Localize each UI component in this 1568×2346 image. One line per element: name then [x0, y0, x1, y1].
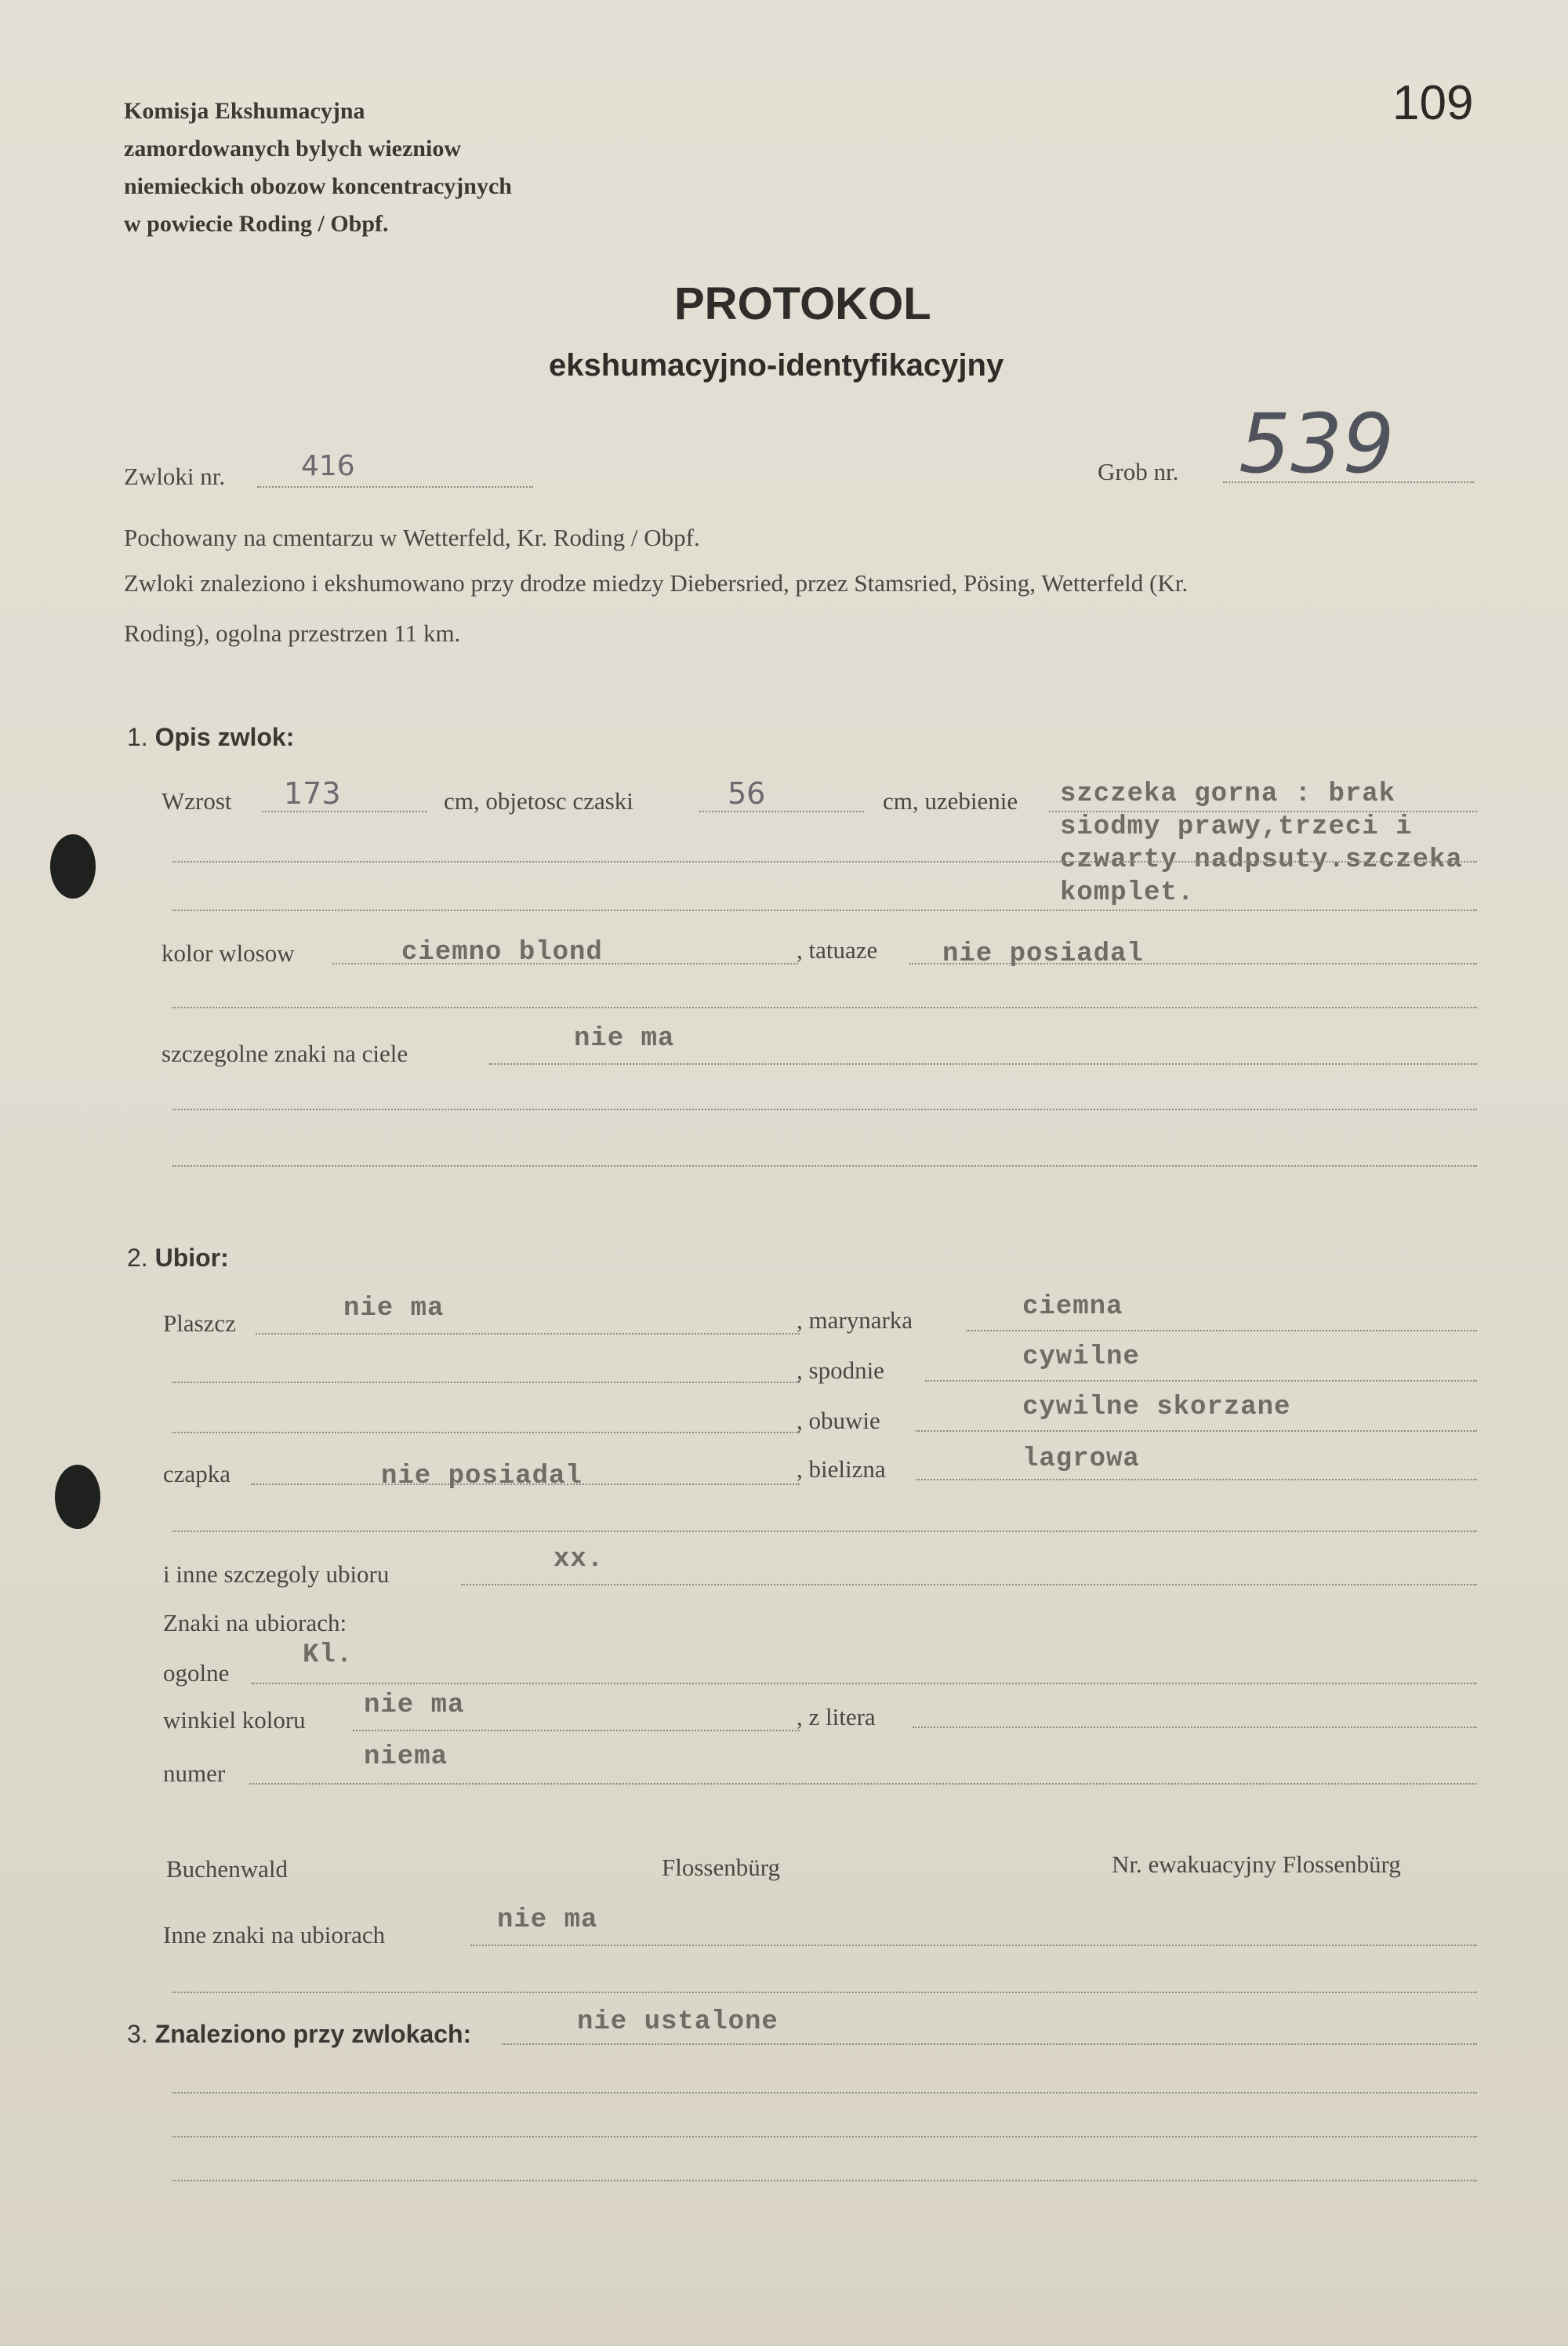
ogolne-value: Kl. — [303, 1640, 354, 1670]
blank-line — [172, 1432, 800, 1433]
marynarka-line — [966, 1330, 1477, 1331]
kolor-label: kolor wlosow — [162, 939, 295, 967]
commission-header — [124, 93, 512, 243]
blank-line — [172, 2092, 1477, 2094]
blank-line — [172, 1531, 1477, 1532]
objetosc-label: cm, objetosc czaski — [444, 787, 633, 815]
inne-znaki-line — [470, 1945, 1477, 1946]
inne-szczegoly-line — [461, 1584, 1477, 1585]
spodnie-line — [925, 1380, 1477, 1382]
uzebienie-line-text: komplet. — [1060, 878, 1195, 908]
ewakuacyjny-label: Nr. ewakuacyjny Flossenbürg — [1112, 1850, 1401, 1878]
blank-line — [172, 1007, 1477, 1008]
section-1-label: Opis zwlok: — [154, 723, 295, 751]
flossenburg-label: Flossenbürg — [662, 1854, 781, 1881]
z-litera-label: , z litera — [797, 1703, 876, 1730]
plaszcz-value: nie ma — [343, 1294, 445, 1324]
uzebienie-label: cm, uzebienie — [883, 787, 1018, 815]
zwloki-label: Zwloki nr. — [124, 463, 226, 490]
znaki-line — [489, 1063, 1477, 1065]
grob-label: Grob nr. — [1098, 458, 1179, 485]
uzebienie-line-text: szczeka gorna : brak — [1060, 779, 1396, 809]
inne-znaki-value: nie ma — [497, 1905, 598, 1935]
numer-line — [249, 1783, 1477, 1785]
burial-line: Pochowany na cmentarzu w Wetterfeld, Kr. Roding / Obpf. — [124, 524, 700, 551]
wzrost-label: Wzrost — [162, 787, 232, 815]
found-line-2: Roding), ogolna przestrzen 11 km. — [124, 619, 461, 647]
czapka-label: czapka — [163, 1460, 231, 1487]
blank-line — [172, 1165, 1477, 1167]
tatuaze-value: nie posiadal — [942, 939, 1144, 969]
uzebienie-line-text: czwarty nadpsuty.szczeka — [1060, 845, 1463, 875]
inne-znaki-label: Inne znaki na ubiorach — [163, 1921, 386, 1948]
ogolne-label: ogolne — [163, 1659, 230, 1687]
spodnie-label: , spodnie — [797, 1356, 884, 1384]
section-3-number: 3. — [127, 2020, 148, 2048]
section-1-title — [127, 723, 294, 752]
winkiel-line — [353, 1730, 800, 1731]
buchenwald-label: Buchenwald — [166, 1855, 288, 1883]
winkiel-value: nie ma — [364, 1690, 465, 1720]
wzrost-line — [262, 811, 426, 812]
inne-szczegoly-label: i inne szczegoly ubioru — [163, 1560, 390, 1588]
obuwie-line — [916, 1430, 1477, 1432]
blank-line — [172, 2180, 1477, 2181]
page-title: PROTOKOL — [674, 278, 931, 329]
section-1-number: 1. — [127, 723, 148, 751]
page-number: 109 — [1392, 76, 1474, 130]
obuwie-label: , obuwie — [797, 1407, 880, 1434]
plaszcz-label: Plaszcz — [163, 1309, 236, 1337]
page-subtitle: ekshumacyjno-identyfikacyjny — [549, 348, 1004, 383]
punch-hole — [55, 1465, 100, 1529]
bielizna-value: lagrowa — [1022, 1444, 1140, 1474]
section-2-label: Ubior: — [154, 1244, 229, 1272]
found-line-1: Zwloki znaleziono i ekshumowano przy drodze miedzy Diebersried, przez Stamsried, Pösing, Wetterfeld (Kr. — [124, 569, 1189, 597]
czaszka-line — [699, 811, 864, 812]
wzrost-value: 173 — [284, 776, 341, 811]
czaszka-value: 56 — [728, 776, 766, 811]
spodnie-value: cywilne — [1022, 1342, 1140, 1372]
ogolne-line — [251, 1683, 1477, 1684]
punch-hole — [50, 834, 96, 899]
zwloki-value: 416 — [301, 450, 355, 482]
bielizna-label: , bielizna — [797, 1455, 886, 1483]
commission-line: zamordowanych bylych wiezniow — [124, 136, 461, 162]
marynarka-value: ciemna — [1022, 1292, 1123, 1322]
zwloki-line — [257, 486, 533, 488]
commission-line: niemieckich obozow koncentracyjnych — [124, 173, 512, 199]
plaszcz-line — [256, 1333, 800, 1335]
blank-line — [172, 1109, 1477, 1110]
kolor-value: ciemno blond — [401, 938, 603, 968]
winkiel-label: winkiel koloru — [163, 1706, 306, 1734]
section-2-title — [127, 1244, 229, 1273]
inne-szczegoly-value: xx. — [554, 1545, 604, 1574]
bielizna-line — [916, 1479, 1477, 1480]
znaleziono-line — [502, 2043, 1477, 2045]
znaki-ubiorach-label: Znaki na ubiorach: — [163, 1609, 347, 1636]
z-litera-line — [913, 1727, 1477, 1728]
section-3-label: Znaleziono przy zwlokach: — [154, 2020, 472, 2048]
section-3-title — [127, 2020, 471, 2049]
blank-line — [172, 1992, 1477, 1993]
section-2-number: 2. — [127, 1244, 148, 1272]
blank-line — [172, 1382, 800, 1383]
tatuaze-label: , tatuaze — [797, 936, 878, 964]
uzebienie-value — [1060, 778, 1463, 910]
uzebienie-line-text: siodmy prawy,trzeci i — [1060, 812, 1413, 842]
znaki-value: nie ma — [574, 1024, 675, 1054]
numer-value: niema — [364, 1742, 448, 1772]
commission-line: Komisja Ekshumacyjna — [124, 98, 365, 124]
blank-line — [172, 910, 1477, 911]
obuwie-value: cywilne skorzane — [1022, 1393, 1291, 1422]
znaleziono-value: nie ustalone — [577, 2007, 779, 2037]
czapka-value: nie posiadal — [381, 1462, 583, 1491]
znaki-label: szczegolne znaki na ciele — [162, 1040, 408, 1067]
marynarka-label: , marynarka — [797, 1306, 913, 1334]
numer-label: numer — [163, 1760, 226, 1787]
grob-value: 539 — [1239, 396, 1395, 492]
commission-line: w powiecie Roding / Obpf. — [124, 211, 389, 237]
blank-line — [172, 861, 1477, 862]
blank-line — [172, 2136, 1477, 2137]
